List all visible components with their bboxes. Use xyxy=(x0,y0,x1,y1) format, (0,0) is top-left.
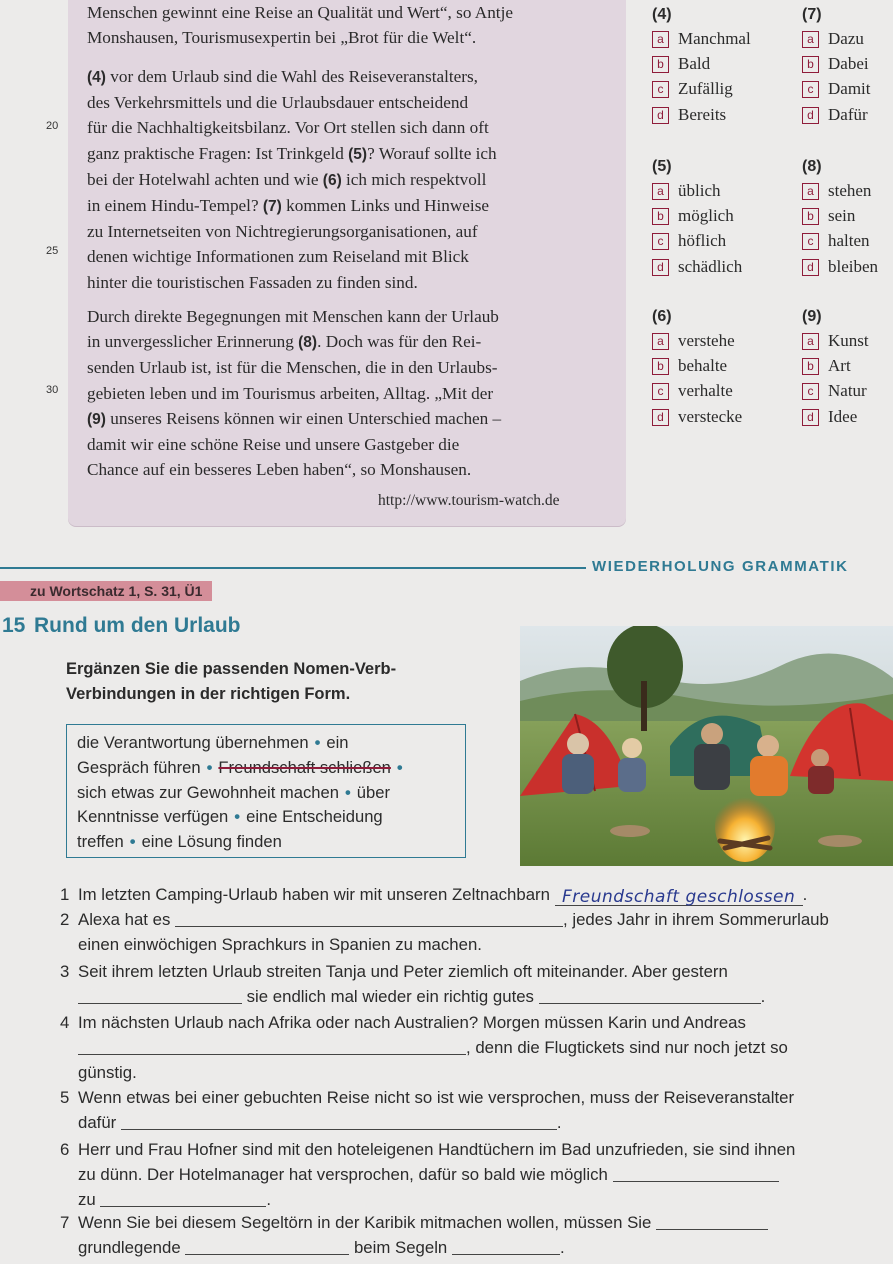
option-group-number: (6) xyxy=(652,308,672,325)
option-letter-box[interactable]: a xyxy=(802,333,819,350)
exercise-title: Rund um den Urlaub xyxy=(34,614,241,637)
option-word: Manchmal xyxy=(678,29,751,48)
option-letter-box[interactable]: a xyxy=(802,31,819,48)
line-number-30: 30 xyxy=(46,384,59,396)
paragraph-3 xyxy=(87,304,607,482)
instruction-line: Verbindungen in der richtigen Form. xyxy=(66,685,351,703)
sentence-text: . xyxy=(760,987,766,1007)
text-fragment: ich mich respektvoll xyxy=(341,169,487,189)
option-item[interactable] xyxy=(652,51,762,76)
phrase: über xyxy=(356,782,390,802)
option-item[interactable] xyxy=(802,404,893,429)
sentence-text: , denn die Flugtickets sind nur noch jetzt so xyxy=(466,1038,788,1058)
option-item[interactable] xyxy=(802,203,893,228)
option-item[interactable] xyxy=(802,51,893,76)
sentence-line xyxy=(60,984,880,1009)
option-item[interactable] xyxy=(802,76,893,101)
sentence-line xyxy=(60,1110,880,1135)
text-line xyxy=(87,167,607,193)
exercise-instruction xyxy=(66,657,466,707)
answer-blank[interactable] xyxy=(539,986,761,1004)
paragraph-1 xyxy=(87,0,607,50)
option-item[interactable] xyxy=(652,203,762,228)
phrase: eine Entscheidung xyxy=(246,807,383,827)
option-letter-box[interactable]: c xyxy=(802,383,819,400)
text-fragment: ? Worauf sollte ich xyxy=(367,143,497,163)
sentence-line xyxy=(60,1162,880,1187)
option-item[interactable] xyxy=(802,178,893,203)
option-letter-box[interactable]: d xyxy=(652,409,669,426)
option-item[interactable] xyxy=(652,404,762,429)
option-word: Bereits xyxy=(678,104,727,124)
option-word: halten xyxy=(828,231,870,251)
phrase: Gespräch führen xyxy=(77,757,201,777)
line-number-25: 25 xyxy=(46,245,59,257)
option-letter-box[interactable]: c xyxy=(652,383,669,400)
text-fragment: unseres Reisens können wir einen Unterschied machen – xyxy=(105,408,502,428)
exercise-number: 15 xyxy=(2,614,26,637)
sentence-text: beim Segeln xyxy=(349,1238,452,1258)
option-group xyxy=(802,4,893,127)
answer-blank[interactable] xyxy=(100,1189,266,1207)
text-line: senden Urlaub ist, ist für die Menschen, die in den Urlaubs- xyxy=(87,358,498,378)
option-letter-box[interactable]: a xyxy=(652,183,669,200)
line-number-20: 20 xyxy=(46,120,59,132)
answer-blank[interactable] xyxy=(78,1037,466,1055)
sentence-line xyxy=(60,1035,880,1060)
sentence-6 xyxy=(60,1137,880,1213)
option-word: Natur xyxy=(828,381,867,401)
section-divider xyxy=(0,567,586,569)
phrase-crossed-out: Freundschaft schließen xyxy=(218,757,391,777)
option-group-number: (9) xyxy=(802,308,822,325)
option-letter-box[interactable]: c xyxy=(802,81,819,98)
option-item[interactable] xyxy=(652,76,762,101)
option-letter-box[interactable]: b xyxy=(802,208,819,225)
sentence-3 xyxy=(60,959,880,1009)
gap-marker-4: (4) xyxy=(87,69,106,86)
source-url: http://www.tourism-watch.de xyxy=(378,492,560,509)
sentence-text: Herr und Frau Hofner sind mit den hoteleigenen Handtüchern im Bad unzufrieden, sie sind ihnen xyxy=(78,1140,796,1159)
word-box xyxy=(66,724,466,858)
option-letter-box[interactable]: d xyxy=(802,259,819,276)
text-line xyxy=(87,406,607,432)
sentence-text: Wenn Sie bei diesem Segeltörn in der Karibik mitmachen wollen, müssen Sie xyxy=(78,1213,656,1232)
option-letter-box[interactable]: d xyxy=(802,409,819,426)
option-group xyxy=(802,306,893,429)
option-item[interactable] xyxy=(652,254,762,279)
text-line: des Verkehrsmittels und die Urlaubsdauer entscheidend xyxy=(87,93,469,113)
option-item[interactable] xyxy=(802,26,893,51)
sentence-text: zu dünn. Der Hotelmanager hat versprochen, dafür so bald wie möglich xyxy=(78,1165,613,1185)
gap-marker-6: (6) xyxy=(322,171,342,189)
sentence-line xyxy=(60,1187,880,1212)
option-item[interactable] xyxy=(652,102,762,127)
phrase: die Verantwortung übernehmen xyxy=(77,733,309,752)
option-word: verhalte xyxy=(678,381,733,401)
sentence-number: 7 xyxy=(60,1213,70,1232)
option-letter-box[interactable]: b xyxy=(802,358,819,375)
option-item[interactable] xyxy=(652,26,762,51)
gap-marker-8: (8) xyxy=(298,334,318,352)
phrase: sich etwas zur Gewohnheit machen xyxy=(77,782,339,802)
text-fragment: bei der Hotelwahl achten und wie xyxy=(87,169,323,189)
text-fragment: ganz praktische Fragen: Ist Trinkgeld xyxy=(87,143,349,163)
option-letter-box[interactable]: b xyxy=(802,56,819,73)
text-line: damit wir eine schöne Reise und unsere Gastgeber die xyxy=(87,435,460,455)
option-item[interactable] xyxy=(652,353,762,378)
option-word: schädlich xyxy=(678,256,743,276)
sentence-text: Seit ihrem letzten Urlaub streiten Tanja und Peter ziemlich oft miteinander. Aber gestern xyxy=(78,962,728,981)
option-letter-box[interactable]: d xyxy=(802,107,819,124)
bullet-icon: • xyxy=(344,782,351,802)
sentence-text: , jedes Jahr in ihrem Sommerurlaub xyxy=(563,910,829,929)
instruction-line: Ergänzen Sie die passenden Nomen-Verb- xyxy=(66,660,397,678)
bullet-icon: • xyxy=(129,832,136,852)
sentence-text: . xyxy=(556,1113,562,1133)
sentence-number: 4 xyxy=(60,1013,70,1032)
sentence-text: sie endlich mal wieder ein richtig gutes xyxy=(242,987,539,1007)
option-letter-box[interactable]: b xyxy=(652,208,669,225)
camping-photo xyxy=(520,626,893,866)
sentence-text: Im nächsten Urlaub nach Afrika oder nach Australien? Morgen müssen Karin und Andreas xyxy=(78,1013,746,1032)
option-letter-box[interactable]: a xyxy=(802,183,819,200)
text-line xyxy=(87,329,607,355)
answer-blank[interactable] xyxy=(185,1237,349,1255)
option-group-number: (4) xyxy=(652,6,672,23)
section-label: WIEDERHOLUNG GRAMMATIK xyxy=(592,558,849,575)
answer-blank[interactable] xyxy=(121,1112,557,1130)
answer-blank[interactable] xyxy=(452,1237,560,1255)
phrase: ein xyxy=(326,733,349,752)
option-word: verstecke xyxy=(678,406,743,426)
phrase: eine Lösung finden xyxy=(141,832,282,852)
paragraph-2 xyxy=(87,64,607,295)
option-group xyxy=(652,156,762,279)
text-line: für die Nachhaltigkeitsbilanz. Vor Ort stellen sich dann oft xyxy=(87,118,489,138)
sentence-number: 2 xyxy=(60,910,70,929)
option-letter-box[interactable]: c xyxy=(802,233,819,250)
text-fragment: . Doch was für den Rei- xyxy=(317,332,482,352)
phrase: Kenntnisse verfügen xyxy=(77,807,229,827)
bullet-icon: • xyxy=(234,807,241,827)
answer-blank-filled[interactable]: Freundschaft geschlossen xyxy=(555,885,803,906)
option-item[interactable] xyxy=(802,353,893,378)
option-word: Art xyxy=(828,356,851,376)
option-word: Dazu xyxy=(828,29,864,48)
text-fragment: in einem Hindu-Tempel? xyxy=(87,196,263,216)
sentence-text: . xyxy=(802,885,808,904)
sentence-text: . xyxy=(559,1238,565,1258)
option-word: Dafür xyxy=(828,104,868,124)
sentence-text: zu xyxy=(78,1190,101,1210)
word-box-line xyxy=(77,781,455,806)
option-word: Idee xyxy=(828,406,858,426)
option-word: stehen xyxy=(828,181,872,200)
sentence-text: dafür xyxy=(78,1113,121,1133)
answer-blank[interactable] xyxy=(175,909,563,927)
text-line: hinter die touristischen Fassaden zu finden sind. xyxy=(87,272,418,292)
sentence-text: einen einwöchigen Sprachkurs in Spanien zu machen. xyxy=(78,935,482,955)
text-line xyxy=(87,193,607,219)
gap-marker-9: (9) xyxy=(87,410,106,428)
bullet-icon: • xyxy=(206,757,213,777)
option-group-number: (8) xyxy=(802,158,822,175)
camping-scene-illustration xyxy=(520,626,893,866)
option-item[interactable] xyxy=(652,378,762,403)
sentence-text: Im letzten Camping-Urlaub haben wir mit unseren Zeltnachbarn xyxy=(78,885,555,904)
option-letter-box[interactable]: b xyxy=(652,358,669,375)
text-line: Menschen gewinnt eine Reise an Qualität und Wert“, so Antje xyxy=(87,3,513,22)
text-line: Chance auf ein besseres Leben haben“, so Monshausen. xyxy=(87,460,472,480)
option-word: üblich xyxy=(678,181,721,200)
sentence-number: 6 xyxy=(60,1140,70,1159)
text-fragment: vor dem Urlaub sind die Wahl des Reiseveranstalters, xyxy=(105,67,478,86)
sentence-text: . xyxy=(266,1190,272,1210)
option-letter-box[interactable]: b xyxy=(652,56,669,73)
text-line xyxy=(87,64,607,90)
gap-marker-5: (5) xyxy=(348,145,368,163)
option-group-number: (5) xyxy=(652,158,672,175)
option-letter-box[interactable]: c xyxy=(652,233,669,250)
option-word: höflich xyxy=(678,231,727,251)
option-letter-box[interactable]: d xyxy=(652,259,669,276)
option-group-number: (7) xyxy=(802,6,822,23)
sentence-text: Alexa hat es xyxy=(78,910,176,929)
text-line: Durch direkte Begegnungen mit Menschen kann der Urlaub xyxy=(87,307,499,326)
option-item[interactable] xyxy=(802,378,893,403)
option-word: Zufällig xyxy=(678,79,733,99)
option-word: sein xyxy=(828,206,856,226)
word-box-line xyxy=(77,830,455,855)
option-word: bleiben xyxy=(828,256,879,276)
sentence-1 xyxy=(60,882,880,907)
answer-blank[interactable] xyxy=(656,1212,768,1230)
word-box-line xyxy=(77,805,455,830)
sentence-7 xyxy=(60,1210,880,1260)
option-letter-box[interactable]: a xyxy=(652,31,669,48)
sentence-text: grundlegende xyxy=(78,1238,186,1258)
sentence-2 xyxy=(60,907,880,957)
text-line: zu Internetseiten von Nichtregierungsorganisationen, auf xyxy=(87,222,478,242)
answer-blank[interactable] xyxy=(78,986,242,1004)
option-word: verstehe xyxy=(678,331,735,350)
option-word: Bald xyxy=(678,54,711,74)
sentence-5 xyxy=(60,1085,880,1135)
option-letter-box[interactable]: d xyxy=(652,107,669,124)
gap-marker-7: (7) xyxy=(262,198,282,216)
option-group xyxy=(802,156,893,279)
wortschatz-reference-tag: zu Wortschatz 1, S. 31, Ü1 xyxy=(0,581,212,601)
sentence-number: 1 xyxy=(60,885,70,904)
word-box-line xyxy=(77,756,455,781)
sentence-number: 5 xyxy=(60,1088,70,1107)
option-item[interactable] xyxy=(802,228,893,253)
text-line: denen wichtige Informationen zum Reiseland mit Blick xyxy=(87,247,469,267)
option-word: behalte xyxy=(678,356,728,376)
option-item[interactable] xyxy=(802,254,893,279)
sentence-number: 3 xyxy=(60,962,70,981)
sentence-line xyxy=(60,1235,880,1260)
option-word: Kunst xyxy=(828,331,869,350)
option-item[interactable] xyxy=(802,102,893,127)
text-fragment: kommen Links und Hinweise xyxy=(281,196,490,216)
sentence-text: Wenn etwas bei einer gebuchten Reise nicht so ist wie versprochen, muss der Reiseveranstalter xyxy=(78,1088,795,1107)
phrase: treffen xyxy=(77,832,124,852)
option-word: Dabei xyxy=(828,54,869,74)
option-group xyxy=(652,306,762,429)
sentence-4 xyxy=(60,1010,880,1086)
option-item[interactable] xyxy=(802,328,893,353)
bullet-icon: • xyxy=(396,757,403,777)
option-group xyxy=(652,4,762,127)
word-box-line xyxy=(77,731,455,756)
option-item[interactable] xyxy=(652,328,762,353)
option-word: Damit xyxy=(828,79,871,99)
option-letter-box[interactable]: c xyxy=(652,81,669,98)
text-line: gebieten leben und im Tourismus arbeiten, Alltag. „Mit der xyxy=(87,383,494,403)
option-item[interactable] xyxy=(652,178,762,203)
option-word: möglich xyxy=(678,206,734,226)
option-letter-box[interactable]: a xyxy=(652,333,669,350)
answer-blank[interactable] xyxy=(613,1164,779,1182)
text-line: Monshausen, Tourismusexpertin bei „Brot für die Welt“. xyxy=(87,28,477,48)
text-fragment: in unvergesslicher Erinnerung xyxy=(87,332,299,352)
bullet-icon: • xyxy=(314,733,321,752)
option-item[interactable] xyxy=(652,228,762,253)
sentence-text: günstig. xyxy=(78,1063,137,1083)
text-line xyxy=(87,141,607,167)
